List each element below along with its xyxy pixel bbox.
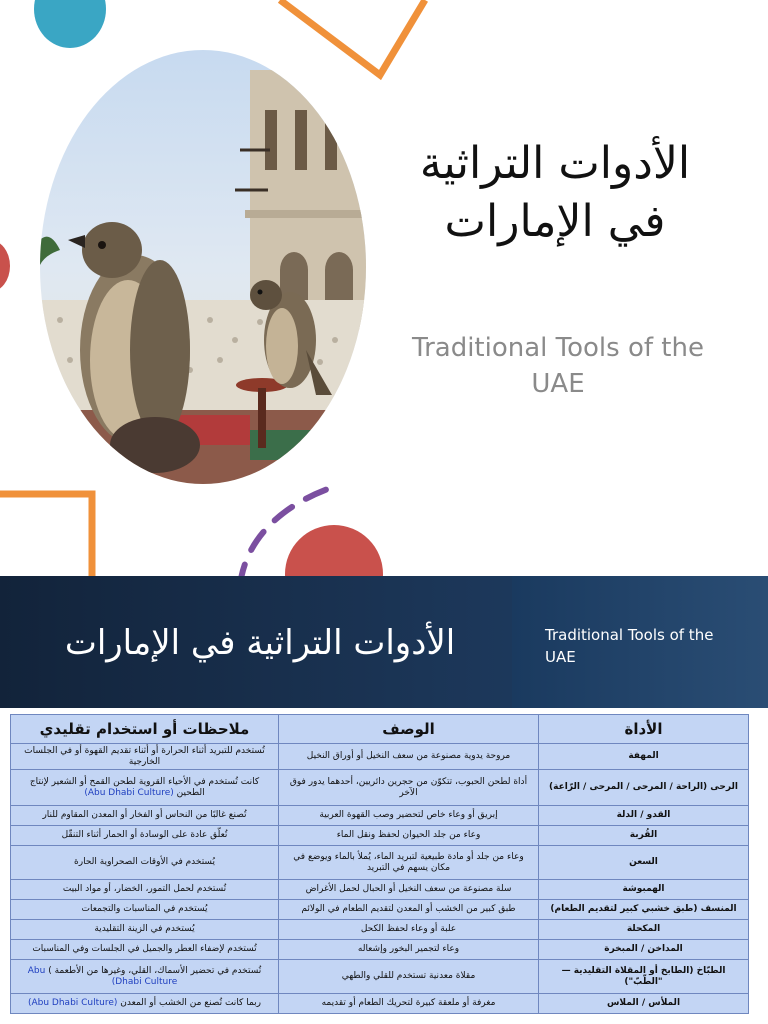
tools-table: [10, 714, 749, 1014]
cell-notes: [11, 744, 279, 770]
table-slide: [0, 576, 768, 1024]
slide-title-arabic: [390, 135, 720, 251]
teal-circle-decoration: [34, 0, 106, 48]
cell-description: وعاء لتجمير البخور وإشعاله: [279, 940, 539, 960]
cell-notes: [11, 920, 279, 940]
banner-subtitle-line-1: Traditional Tools of the: [545, 626, 714, 644]
table-row: [11, 900, 749, 920]
cell-notes: [11, 994, 279, 1014]
red-circle-decoration: [0, 240, 10, 292]
header-tool: الأداة: [539, 715, 749, 744]
note-text: تُستخدم في تحضير الأسماك، القلي، وغيرها من الأطعمة ): [48, 965, 262, 976]
table-row: [11, 880, 749, 900]
table-row: [11, 920, 749, 940]
slide-subtitle-english: [390, 330, 726, 402]
cell-tool: الهمبوشة: [539, 880, 749, 900]
cell-notes: [11, 960, 279, 994]
note-text: تُستخدم لحمل التمور، الخضار، أو مواد البيت: [62, 884, 227, 894]
cell-description: أداة لطحن الحبوب، تتكوّن من حجرين دائريين، أحدهما يدور فوق الآخر: [279, 770, 539, 806]
header-description: الوصف: [279, 715, 539, 744]
cell-tool: المكحلة: [539, 920, 749, 940]
cell-notes: [11, 770, 279, 806]
subtitle-line-2: UAE: [531, 369, 585, 399]
table-row: [11, 826, 749, 846]
table-row: [11, 940, 749, 960]
title-line-2: في الإمارات: [444, 196, 666, 247]
purple-dashed-arc-decoration: [226, 478, 356, 576]
cell-description: مروحة يدوية مصنوعة من سعف النخيل أو أوراق النخيل: [279, 744, 539, 770]
cell-notes: [11, 806, 279, 826]
cell-description: مغرفة أو ملعقة كبيرة لتحريك الطعام أو تقديمه: [279, 994, 539, 1014]
source-link[interactable]: (Abu Dhabi Culture): [27, 998, 118, 1008]
note-text: يُستخدم في الأوقات الصحراوية الحارة: [74, 857, 215, 867]
cell-tool: المنسف (طبق خشبي كبير لتقديم الطعام): [539, 900, 749, 920]
table-row: [11, 806, 749, 826]
note-text: ربما كانت تُصنع من الخشب أو المعدن: [120, 998, 262, 1008]
cell-tool: الرحى (الراحة / المرحى / المرحى / الرّاعة): [539, 770, 749, 806]
table-row: [11, 744, 749, 770]
cell-tool: القُربة: [539, 826, 749, 846]
table-row: [11, 846, 749, 880]
banner-subtitle-line-2: UAE: [545, 648, 576, 666]
note-text: تُستخدم لإضفاء العطر والجميل في الجلسات وفي المناسبات: [32, 944, 257, 954]
source-link[interactable]: Abu Dhabi Culture): [27, 965, 178, 987]
note-text: تُستخدم للتبريد أثناء الحرارة أو أثناء تقديم القهوة أو في الجلسات الخارجية: [24, 745, 265, 767]
cell-description: إبريق أو وعاء خاص لتحضير وصب القهوة العربية: [279, 806, 539, 826]
note-text: يُستخدم في المناسبات والتجمعات: [81, 904, 208, 914]
note-text: يُستخدم في الزينة التقليدية: [94, 924, 195, 934]
orange-bracket-decoration: [0, 490, 110, 576]
cell-tool: القدو / الدلة: [539, 806, 749, 826]
cell-tool: السعن: [539, 846, 749, 880]
cell-notes: [11, 940, 279, 960]
cell-description: وعاء من جلد الحيوان لحفظ ونقل الماء: [279, 826, 539, 846]
note-text: تُصنع غالبًا من النحاس أو الفخار أو المعدن المقاوم للنار: [42, 810, 247, 820]
cell-tool: الطبّاخ (الطابخ أو المقلاة التقليدية — "الطّبّ"): [539, 960, 749, 994]
cell-notes: [11, 846, 279, 880]
cell-notes: [11, 880, 279, 900]
cell-description: سلة مصنوعة من سعف النخيل أو الحبال لحمل الأغراض: [279, 880, 539, 900]
header-notes: ملاحظات أو استخدام تقليدي: [11, 715, 279, 744]
note-text: تُعلّق عادة على الوسادة أو الحمار أثناء التنقّل: [61, 830, 228, 840]
cell-notes: [11, 826, 279, 846]
table-row: [11, 960, 749, 994]
banner-title-arabic: الأدوات التراثية في الإمارات: [64, 623, 456, 663]
cell-tool: المداخن / المبخرة: [539, 940, 749, 960]
note-text: كانت تُستخدم في الأحياء القروية لطحن القمح أو الشعير لإنتاج الطحين: [29, 776, 260, 798]
table-header-row: [11, 715, 749, 744]
cell-description: مقلاة معدنية تستخدم للقلي والطهي: [279, 960, 539, 994]
cell-description: وعاء من جلد أو مادة طبيعية لتبريد الماء، يُملأ بالماء ويوضع في مكان يسهم في التبريد: [279, 846, 539, 880]
cell-description: علبة أو وعاء لحفظ الكحل: [279, 920, 539, 940]
table-row: [11, 770, 749, 806]
cell-description: طبق كبير من الخشب أو المعدن لتقديم الطعام في الولائم: [279, 900, 539, 920]
cell-notes: [11, 900, 279, 920]
source-link[interactable]: (Abu Dhabi Culture): [84, 787, 174, 798]
banner-subtitle-english: [545, 624, 745, 668]
cell-tool: الملأس / الملاس: [539, 994, 749, 1014]
table-row: [11, 994, 749, 1014]
falcons-photo: [40, 50, 366, 484]
title-line-1: الأدوات التراثية: [419, 138, 691, 189]
cell-tool: المهفة: [539, 744, 749, 770]
subtitle-line-1: Traditional Tools of the: [412, 333, 704, 363]
